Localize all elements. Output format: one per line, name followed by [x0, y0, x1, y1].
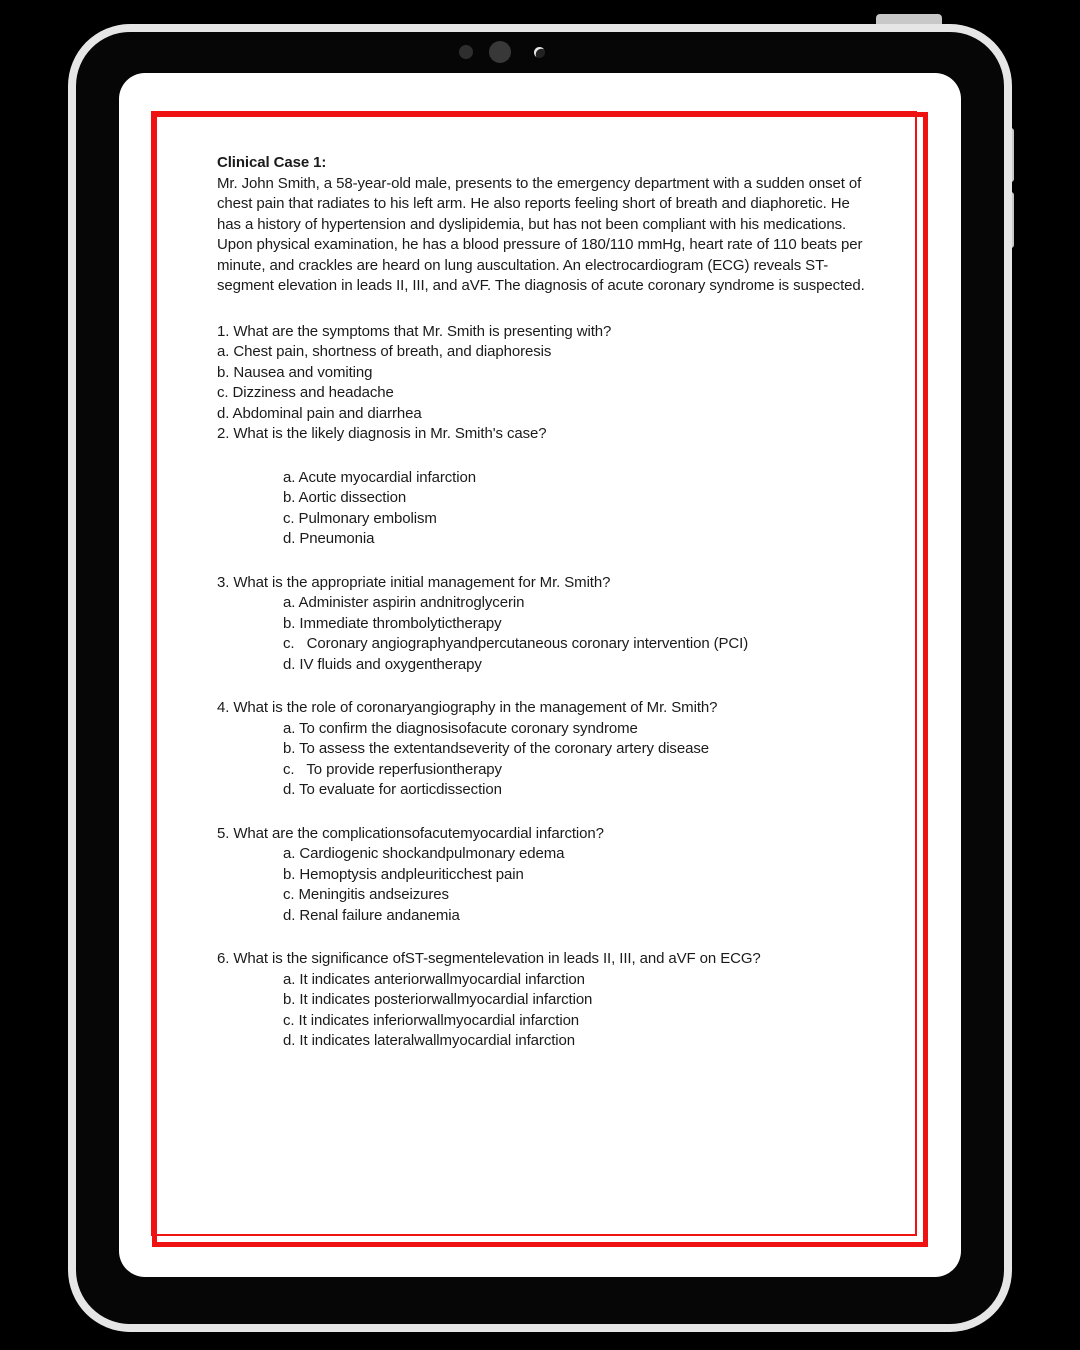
camera-array	[76, 32, 1004, 72]
tablet-device	[68, 24, 1012, 1332]
answer-option: d. It indicates lateralwallmyocardial infarction	[283, 1032, 575, 1049]
camera-lens-icon	[534, 47, 545, 58]
question-text: 6. What is the significance ofST-segmentelevation in leads II, III, and aVF on ECG?	[217, 950, 761, 967]
answer-option: d. Renal failure andanemia	[283, 906, 460, 924]
answer-option: d. IV fluids and oxygentherapy	[283, 655, 482, 673]
case-description: Mr. John Smith, a 58-year-old male, presents to the emergency department with a sudden onset of chest pain that radiates to his left arm. He also reports feeling short of breath and diaphoretic. He has a history of hypertension and dyslipidemia, but has not been compliant with his medications. Upon physical examination, he has a blood pressure of 180/110 mmHg, heart rate of 110 beats per minute, and crackles are heard on lung auscultation. An electrocardiogram (ECG) reveals ST-segment elevation in leads II, III, and aVF. The diagnosis of acute coronary syndrome is suspected.	[217, 174, 865, 294]
question-block	[217, 322, 875, 445]
answer-option: c. Meningitis andseizures	[283, 886, 449, 903]
question-text: b. Nausea and vomiting	[217, 363, 373, 381]
answer-option: d. Pneumonia	[283, 530, 375, 547]
answer-option: a. Cardiogenic shockandpulmonary edema	[283, 845, 565, 862]
answer-option: d. To evaluate for aorticdissection	[283, 781, 502, 798]
case-title: Clinical Case 1:	[217, 154, 327, 171]
question-block	[217, 468, 875, 550]
answer-option: a. To confirm the diagnosisofacute coronary syndrome	[283, 719, 638, 737]
questions-list	[217, 322, 875, 1052]
question-text: c. Dizziness and headache	[217, 384, 394, 401]
question-block	[217, 573, 875, 676]
answer-option: b. Immediate thrombolytictherapy	[283, 614, 502, 632]
answer-option: b. To assess the extentandseverity of the coronary artery disease	[283, 740, 709, 757]
tablet-screen	[119, 73, 961, 1277]
question-text: 3. What is the appropriate initial management for Mr. Smith?	[217, 573, 611, 591]
question-block	[217, 698, 875, 801]
question-text: a. Chest pain, shortness of breath, and diaphoresis	[217, 343, 552, 360]
answer-option: a. It indicates anteriorwallmyocardial infarction	[283, 970, 585, 988]
question-text: 5. What are the complicationsofacutemyocardial infarction?	[217, 824, 604, 842]
question-text: d. Abdominal pain and diarrhea	[217, 404, 422, 422]
question-text: 1. What are the symptoms that Mr. Smith is presenting with?	[217, 322, 612, 340]
answer-option: c. Pulmonary embolism	[283, 509, 437, 527]
document-content	[157, 117, 923, 1242]
answer-option: c. To provide reperfusiontherapy	[283, 760, 502, 778]
answer-option: a. Administer aspirin andnitroglycerin	[283, 594, 525, 611]
question-text: 2. What is the likely diagnosis in Mr. Smith's case?	[217, 425, 547, 442]
question-block	[217, 824, 875, 927]
answer-option: b. Aortic dissection	[283, 489, 407, 506]
answer-option: c. It indicates inferiorwallmyocardial infarction	[283, 1011, 580, 1029]
front-camera-icon	[489, 41, 511, 63]
question-block	[217, 949, 875, 1052]
answer-option: c. Coronary angiographyandpercutaneous coronary intervention (PCI)	[283, 635, 749, 652]
answer-option: b. It indicates posteriorwallmyocardial infarction	[283, 991, 593, 1008]
tablet-bezel	[76, 32, 1004, 1324]
document-page	[152, 112, 928, 1247]
answer-option: a. Acute myocardial infarction	[283, 468, 476, 486]
proximity-sensor-icon	[459, 45, 473, 59]
question-text: 4. What is the role of coronaryangiography in the management of Mr. Smith?	[217, 699, 718, 716]
answer-option: b. Hemoptysis andpleuriticchest pain	[283, 865, 524, 883]
